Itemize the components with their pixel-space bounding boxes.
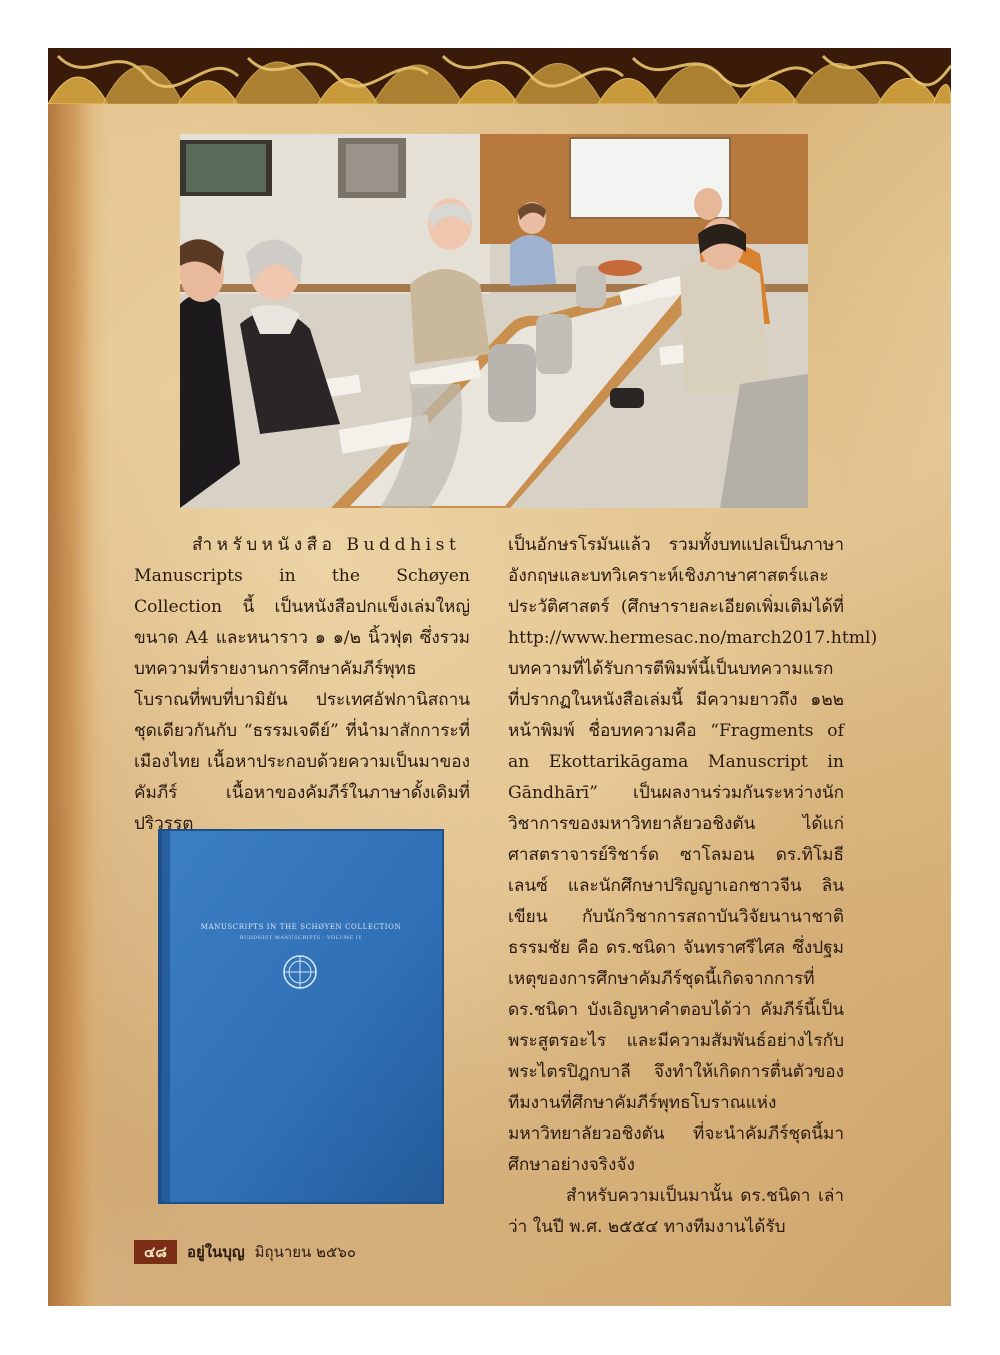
book-cover-image [158, 829, 444, 1204]
meeting-photo [180, 134, 808, 508]
article-left-column [134, 530, 470, 840]
article-right-column [508, 530, 878, 1243]
book-title: MANUSCRIPTS IN THE SCHØYEN COLLECTION [200, 923, 402, 931]
page-footer [134, 1240, 356, 1264]
magazine-name: อยู่ในบุญ [186, 1243, 245, 1261]
paragraph-background: สำหรับความเป็นมานั้น ดร.ชนิดา เล่าว่า ในปี พ.ศ. ๒๕๕๔ ทางทีมงานได้รับ [508, 1186, 844, 1237]
paragraph-continued: เป็นอักษรโรมันแล้ว รวมทั้งบทแปลเป็นภาษาอังกฤษและบทวิเคราะห์เชิงภาษาศาสตร์และประวัติศาสตร์ (ศึกษารายละเอียดเพิ่มเติมได้ที่ http://www.hermesac.no/march2017.html) บทความที่ได้รับการตีพิมพ์นี้เป็นบทความแรกที่ปรากฏในหนังสือเล่มนี้ มีความยาวถึง ๑๒๒ หน้าพิมพ์ ชื่อบทความคือ “Fragments of an Ekottarikāgama Manuscript in Gāndhārī” เป็นผลงานร่วมกันระหว่างนักวิชาการของมหาวิทยาลัยวอชิงตัน ได้แก่ ศาสตราจารย์ริชาร์ด ซาโลมอน ดร.ทิโมธี เลนซ์ และนักศึกษาปริญญาเอกชาวจีน ลิน เขียน กับนักวิชาการสถาบันวิจัยนานาชาติธรรมชัย คือ ดร.ชนิดา จันทราศรีไศล ซึ่งปฐมเหตุของการศึกษาคัมภีร์ชุดนี้เกิดจากการที่ ดร.ชนิดา บังเอิญหาคำตอบได้ว่า คัมภีร์นี้เป็นพระสูตรอะไร และมีความสัมพันธ์อย่างไรกับพระไตรปิฎกบาลี จึงทำให้เกิดการตื่นตัวของทีมงานที่ศึกษาคัมภีร์พุทธโบราณแห่งมหาวิทยาลัยวอชิงตัน ที่จะนำคัมภีร์ชุดนี้มาศึกษาอย่างจริงจัง [508, 535, 878, 1175]
magazine-page [48, 48, 951, 1306]
book-subtitle: BUDDHIST MANUSCRIPTS · VOLUME IV [239, 935, 363, 941]
page-edge-shading [48, 104, 108, 1306]
issue-date: มิถุนายน ๒๕๖๐ [254, 1243, 356, 1261]
paragraph-intro-heading: สำหรับหนังสือ Buddhist [192, 535, 461, 555]
thai-ornament-border [48, 48, 951, 104]
paragraph-book-description: Manuscripts in the Schøyen Collection นี้ เป็นหนังสือปกแข็งเล่มใหญ่ ขนาด A4 และหนาราว ๑ ๑/๒ นิ้วฟุต ซึ่งรวมบทความที่รายงานการศึกษาคัมภีร์พุทธโบราณที่พบที่บามิยัน ประเทศอัฟกานิสถาน ชุดเดียวกันกับ “ธรรมเจดีย์” ที่นำมาสักการะที่เมืองไทย เนื้อหาประกอบด้วยความเป็นมาของคัมภีร์ เนื้อหาของคัมภีร์ในภาษาดั้งเดิมที่ปริวรรต [134, 566, 470, 834]
page-number: ๔๘ [134, 1240, 177, 1264]
